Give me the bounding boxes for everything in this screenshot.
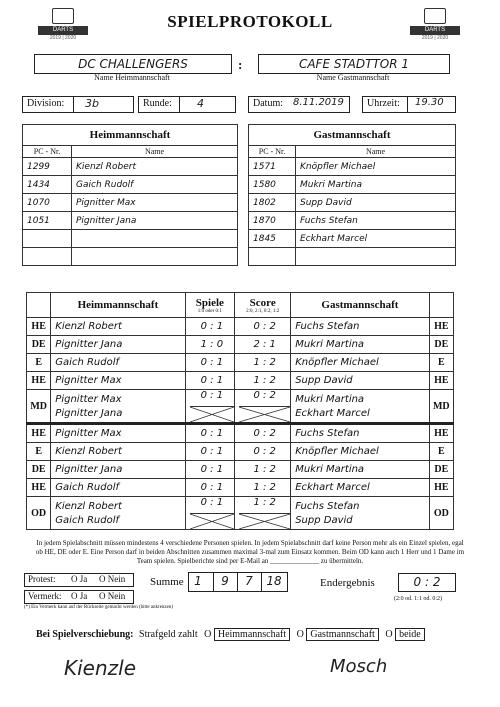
match-type-label: HE — [27, 372, 51, 390]
uhrzeit-value: 19.30 — [415, 97, 444, 108]
away-team-caption: Name Gastmannschaft — [316, 73, 390, 82]
match-row — [27, 336, 454, 354]
pc-cell[interactable]: 1571 — [249, 158, 296, 176]
home-player: Gaich Rudolf — [55, 357, 120, 368]
table-row[interactable] — [23, 194, 238, 212]
home-player: Pignitter Jana — [55, 464, 123, 475]
score-value: 1 : 2 — [253, 357, 276, 368]
name-cell[interactable] — [72, 248, 238, 266]
home-player-cell[interactable] — [51, 443, 185, 461]
logo-years: 2019 | 2020 — [421, 35, 449, 41]
score-value: 0 : 2 — [239, 390, 290, 407]
table-row[interactable] — [249, 194, 456, 212]
endergebnis-field[interactable] — [398, 573, 456, 592]
spiele-cell[interactable] — [185, 318, 235, 336]
match-type-label: MD — [27, 390, 51, 424]
table-row[interactable] — [23, 212, 238, 230]
runde-field[interactable] — [138, 96, 236, 113]
away-player: Knöpfler Michael — [295, 357, 379, 368]
name-cell[interactable]: Pignitter Max — [72, 194, 238, 212]
name-cell[interactable]: Pignitter Jana — [72, 212, 238, 230]
verschiebung-row — [36, 629, 425, 640]
match-type-label: E — [27, 354, 51, 372]
crossed-out-cell — [239, 514, 290, 529]
away-player-cell[interactable] — [291, 497, 429, 530]
crossed-out-cell — [239, 407, 290, 422]
datum-field[interactable] — [248, 96, 350, 113]
table-row[interactable] — [249, 212, 456, 230]
division-value: 3b — [85, 97, 99, 110]
match-row — [27, 354, 454, 372]
score-value: 1 : 2 — [253, 464, 276, 475]
home-player: Kienzl Robert — [55, 500, 122, 512]
pc-cell[interactable] — [23, 248, 72, 266]
col-score-header: Score — [249, 296, 276, 309]
table-row[interactable] — [23, 230, 238, 248]
match-type-label: E — [27, 443, 51, 461]
match-row — [27, 443, 454, 461]
table-row[interactable] — [23, 176, 238, 194]
match-type-label: DE — [429, 461, 453, 479]
home-team-caption: Name Heimmannschaft — [94, 73, 170, 82]
home-player-cell[interactable] — [51, 497, 185, 530]
home-player-2: Pignitter Jana — [55, 407, 123, 419]
match-type-label: HE — [27, 318, 51, 336]
spiele-cell[interactable] — [185, 372, 235, 390]
home-player-cell[interactable] — [51, 318, 185, 336]
spiele-cell[interactable] — [185, 390, 235, 424]
match-type-label: E — [429, 443, 453, 461]
score-value: 0 : 2 — [253, 321, 276, 332]
away-player: Fuchs Stefan — [295, 321, 360, 332]
spiele-cell[interactable] — [185, 497, 235, 530]
signature-home — [64, 656, 136, 680]
home-player: Pignitter Max — [55, 428, 122, 439]
endergebnis-value: 0 : 2 — [413, 575, 441, 589]
away-player-2: Eckhart Marcel — [295, 407, 370, 419]
spiele-value: 0 : 1 — [190, 497, 235, 514]
option-heim-radio[interactable]: O — [204, 629, 212, 640]
summe-label: Summe — [150, 576, 184, 588]
vermerk-field[interactable] — [24, 590, 134, 604]
spiele-cell[interactable] — [185, 461, 235, 479]
away-player-cell[interactable] — [291, 443, 429, 461]
summe-digit: 7 — [245, 574, 253, 588]
protest-nein[interactable]: O Nein — [99, 574, 126, 584]
option-gast-radio[interactable]: O — [296, 629, 304, 640]
score-cell[interactable] — [235, 390, 291, 424]
pc-cell[interactable]: 1845 — [249, 230, 296, 248]
col-spiele-sub: 1:0 oder 0:1 — [197, 308, 222, 314]
col-score-sub: 2:0, 2:1, 0:2, 1:2 — [246, 308, 280, 314]
datum-value: 8.11.2019 — [293, 97, 344, 108]
match-type-label: DE — [429, 336, 453, 354]
away-player-cell[interactable] — [291, 318, 429, 336]
name-cell[interactable] — [296, 248, 456, 266]
spiele-cell[interactable] — [185, 479, 235, 497]
spiele-value: 0 : 1 — [190, 390, 235, 407]
away-player-cell[interactable] — [291, 479, 429, 497]
spiele-value: 0 : 1 — [200, 464, 224, 475]
home-player: Gaich Rudolf — [55, 482, 120, 493]
endergebnis-note: (2:0 od. 1:1 od. 0:2) — [394, 596, 442, 602]
pc-cell[interactable]: 1870 — [249, 212, 296, 230]
pc-cell[interactable]: 1434 — [23, 176, 72, 194]
score-cell[interactable] — [235, 497, 291, 530]
vermerk-note: (*) Ein Vermerk kann auf der Rückseite gemacht werden (bitte ankreuzen) — [24, 605, 174, 610]
home-player-2: Gaich Rudolf — [55, 514, 120, 526]
name-cell[interactable]: Mukri Martina — [296, 176, 456, 194]
col-home-header: Heimmannschaft — [51, 293, 185, 318]
summe-digit: 1 — [194, 574, 202, 588]
match-type-label: HE — [429, 479, 453, 497]
spiele-value: 0 : 1 — [200, 482, 224, 493]
name-cell[interactable]: Eckhart Marcel — [296, 230, 456, 248]
table-row[interactable] — [249, 176, 456, 194]
summe-digit: 9 — [221, 574, 229, 588]
protest-field[interactable] — [24, 573, 134, 587]
score-value: 1 : 2 — [239, 497, 290, 514]
score-value: 1 : 2 — [253, 375, 276, 386]
match-type-label: DE — [27, 461, 51, 479]
away-player: Knöpfler Michael — [295, 446, 379, 457]
table-row[interactable] — [249, 248, 456, 266]
match-type-label: HE — [27, 424, 51, 443]
match-type-label: E — [429, 354, 453, 372]
table-row[interactable] — [23, 158, 238, 176]
name-cell[interactable]: Knöpfler Michael — [296, 158, 456, 176]
home-player-cell[interactable] — [51, 354, 185, 372]
pc-header: PC - Nr. — [249, 146, 296, 158]
page-title: SPIELPROTOKOLL — [167, 12, 333, 31]
spiele-value: 0 : 1 — [200, 428, 224, 439]
option-heim[interactable]: Heimmannschaft — [214, 628, 290, 641]
away-player-cell[interactable] — [291, 354, 429, 372]
pc-cell[interactable]: 1580 — [249, 176, 296, 194]
summe-field[interactable] — [188, 572, 288, 592]
score-cell[interactable] — [235, 336, 291, 354]
away-player-cell[interactable] — [291, 461, 429, 479]
protest-label: Protest: — [28, 574, 56, 584]
strafgeld-label: Strafgeld zahlt — [139, 629, 198, 640]
home-player: Kienzl Robert — [55, 321, 122, 332]
score-value: 1 : 2 — [253, 482, 276, 493]
logo-text: DARTS — [38, 26, 88, 35]
away-player-cell[interactable] — [291, 372, 429, 390]
name-cell[interactable] — [72, 230, 238, 248]
name-cell[interactable]: Kienzl Robert — [72, 158, 238, 176]
vermerk-label: Vermerk: — [28, 591, 62, 601]
match-row — [27, 372, 454, 390]
spiele-cell[interactable] — [185, 336, 235, 354]
team-separator: : — [238, 57, 243, 72]
spiele-value: 0 : 1 — [200, 321, 224, 332]
runde-label: Runde: — [143, 98, 172, 109]
away-player: Supp David — [295, 375, 353, 386]
away-roster-title: Gastmannschaft — [249, 125, 456, 146]
away-player: Mukri Martina — [295, 393, 365, 405]
pc-cell[interactable]: 1051 — [23, 212, 72, 230]
score-cell[interactable] — [235, 461, 291, 479]
match-table — [26, 292, 454, 530]
score-cell[interactable] — [235, 354, 291, 372]
away-player: Mukri Martina — [295, 339, 365, 350]
option-gast[interactable]: Gastmannschaft — [306, 628, 378, 641]
pc-cell[interactable] — [249, 248, 296, 266]
match-type-label: OD — [27, 497, 51, 530]
division-label: Division: — [27, 98, 65, 109]
home-player: Pignitter Max — [55, 375, 122, 386]
match-row — [27, 318, 454, 336]
table-row[interactable] — [23, 248, 238, 266]
spiele-value: 1 : 0 — [200, 339, 224, 350]
away-player: Fuchs Stefan — [295, 500, 360, 512]
crossed-out-cell — [190, 514, 235, 529]
signature-away — [330, 656, 387, 677]
home-team-value: DC CHALLENGERS — [78, 57, 188, 71]
score-cell[interactable] — [235, 424, 291, 443]
away-player-cell[interactable] — [291, 336, 429, 354]
option-beide-radio[interactable]: O — [385, 629, 393, 640]
match-row — [27, 390, 454, 424]
away-roster-table — [248, 124, 456, 266]
logo-text: DARTS — [410, 26, 460, 35]
name-header: Name — [72, 146, 238, 158]
pc-header: PC - Nr. — [23, 146, 72, 158]
score-value: 2 : 1 — [253, 339, 276, 350]
endergebnis-label: Endergebnis — [320, 577, 375, 589]
spiele-value: 0 : 1 — [200, 446, 224, 457]
match-row — [27, 424, 454, 443]
away-team-field[interactable] — [258, 54, 450, 74]
name-cell[interactable]: Gaich Rudolf — [72, 176, 238, 194]
spiele-value: 0 : 1 — [200, 357, 224, 368]
match-row — [27, 479, 454, 497]
match-type-label: HE — [429, 318, 453, 336]
match-type-label: HE — [429, 372, 453, 390]
score-cell[interactable] — [235, 443, 291, 461]
score-value: 0 : 2 — [253, 446, 276, 457]
match-type-label: OD — [429, 497, 453, 530]
match-type-label: MD — [429, 390, 453, 424]
home-player-cell[interactable] — [51, 336, 185, 354]
table-row[interactable] — [249, 158, 456, 176]
away-player-2: Supp David — [295, 514, 353, 526]
score-cell[interactable] — [235, 479, 291, 497]
away-player-cell[interactable] — [291, 390, 429, 424]
vermerk-ja[interactable]: O Ja — [71, 591, 88, 601]
home-player-cell[interactable] — [51, 372, 185, 390]
uhrzeit-label: Uhrzeit: — [367, 98, 400, 109]
away-player: Fuchs Stefan — [295, 428, 360, 439]
away-player: Mukri Martina — [295, 464, 365, 475]
away-player: Eckhart Marcel — [295, 482, 370, 493]
datum-label: Datum: — [253, 98, 283, 109]
spiele-cell[interactable] — [185, 424, 235, 443]
uhrzeit-field[interactable] — [362, 96, 456, 113]
match-type-label: HE — [27, 479, 51, 497]
away-player-cell[interactable] — [291, 424, 429, 443]
rules-note: In jedem Spielabschnitt müssen mindestens 4 verschiedene Personen spielen. In jedem Spielabschnitt darf keine Person mehr als ein Einzel spielen, egal ob HE, DE oder E. Eine Person darf in beiden Abschnitten zusammen maximal 3-mal zum Einsatz kommen. Beim OD kann auch 1 Herr und 1 Dame im Team spielen. Spielberichte sind per E-Mail an ______________ zu übermitteln. — [35, 539, 465, 565]
signature-home-text: Kienzle — [64, 656, 137, 680]
crossed-out-cell — [190, 407, 235, 422]
home-roster-table — [22, 124, 238, 266]
table-row[interactable] — [249, 230, 456, 248]
summe-digit: 18 — [266, 574, 282, 588]
home-player: Kienzl Robert — [55, 446, 122, 457]
score-value: 0 : 2 — [253, 428, 276, 439]
home-player-cell[interactable] — [51, 479, 185, 497]
home-team-field[interactable] — [34, 54, 232, 74]
division-field[interactable] — [22, 96, 134, 113]
match-type-label: HE — [429, 424, 453, 443]
score-cell[interactable] — [235, 318, 291, 336]
signature-away-text: Mosch — [330, 656, 388, 677]
vermerk-nein[interactable]: O Nein — [99, 591, 126, 601]
pc-cell[interactable] — [23, 230, 72, 248]
score-cell[interactable] — [235, 372, 291, 390]
col-spiele-header: Spiele — [195, 296, 224, 309]
pc-cell[interactable]: 1802 — [249, 194, 296, 212]
home-player-cell[interactable] — [51, 424, 185, 443]
pc-cell[interactable]: 1299 — [23, 158, 72, 176]
home-player: Pignitter Jana — [55, 339, 123, 350]
verschiebung-label: Bei Spielverschiebung: — [36, 629, 134, 640]
runde-value: 4 — [197, 97, 204, 110]
name-cell[interactable]: Supp David — [296, 194, 456, 212]
name-cell[interactable]: Fuchs Stefan — [296, 212, 456, 230]
pc-cell[interactable]: 1070 — [23, 194, 72, 212]
name-header: Name — [296, 146, 456, 158]
spiele-cell[interactable] — [185, 354, 235, 372]
spiele-value: 0 : 1 — [200, 375, 224, 386]
home-roster-title: Heimmannschaft — [23, 125, 238, 146]
option-beide[interactable]: beide — [395, 628, 425, 641]
home-player: Pignitter Max — [55, 393, 122, 405]
away-team-value: CAFE STADTTOR 1 — [298, 57, 410, 71]
match-row — [27, 497, 454, 530]
spiele-cell[interactable] — [185, 443, 235, 461]
match-row — [27, 461, 454, 479]
home-player-cell[interactable] — [51, 390, 185, 424]
home-player-cell[interactable] — [51, 461, 185, 479]
match-type-label: DE — [27, 336, 51, 354]
col-away-header: Gastmannschaft — [291, 293, 429, 318]
logo-years: 2019 | 2020 — [49, 35, 77, 41]
protest-ja[interactable]: O Ja — [71, 574, 88, 584]
